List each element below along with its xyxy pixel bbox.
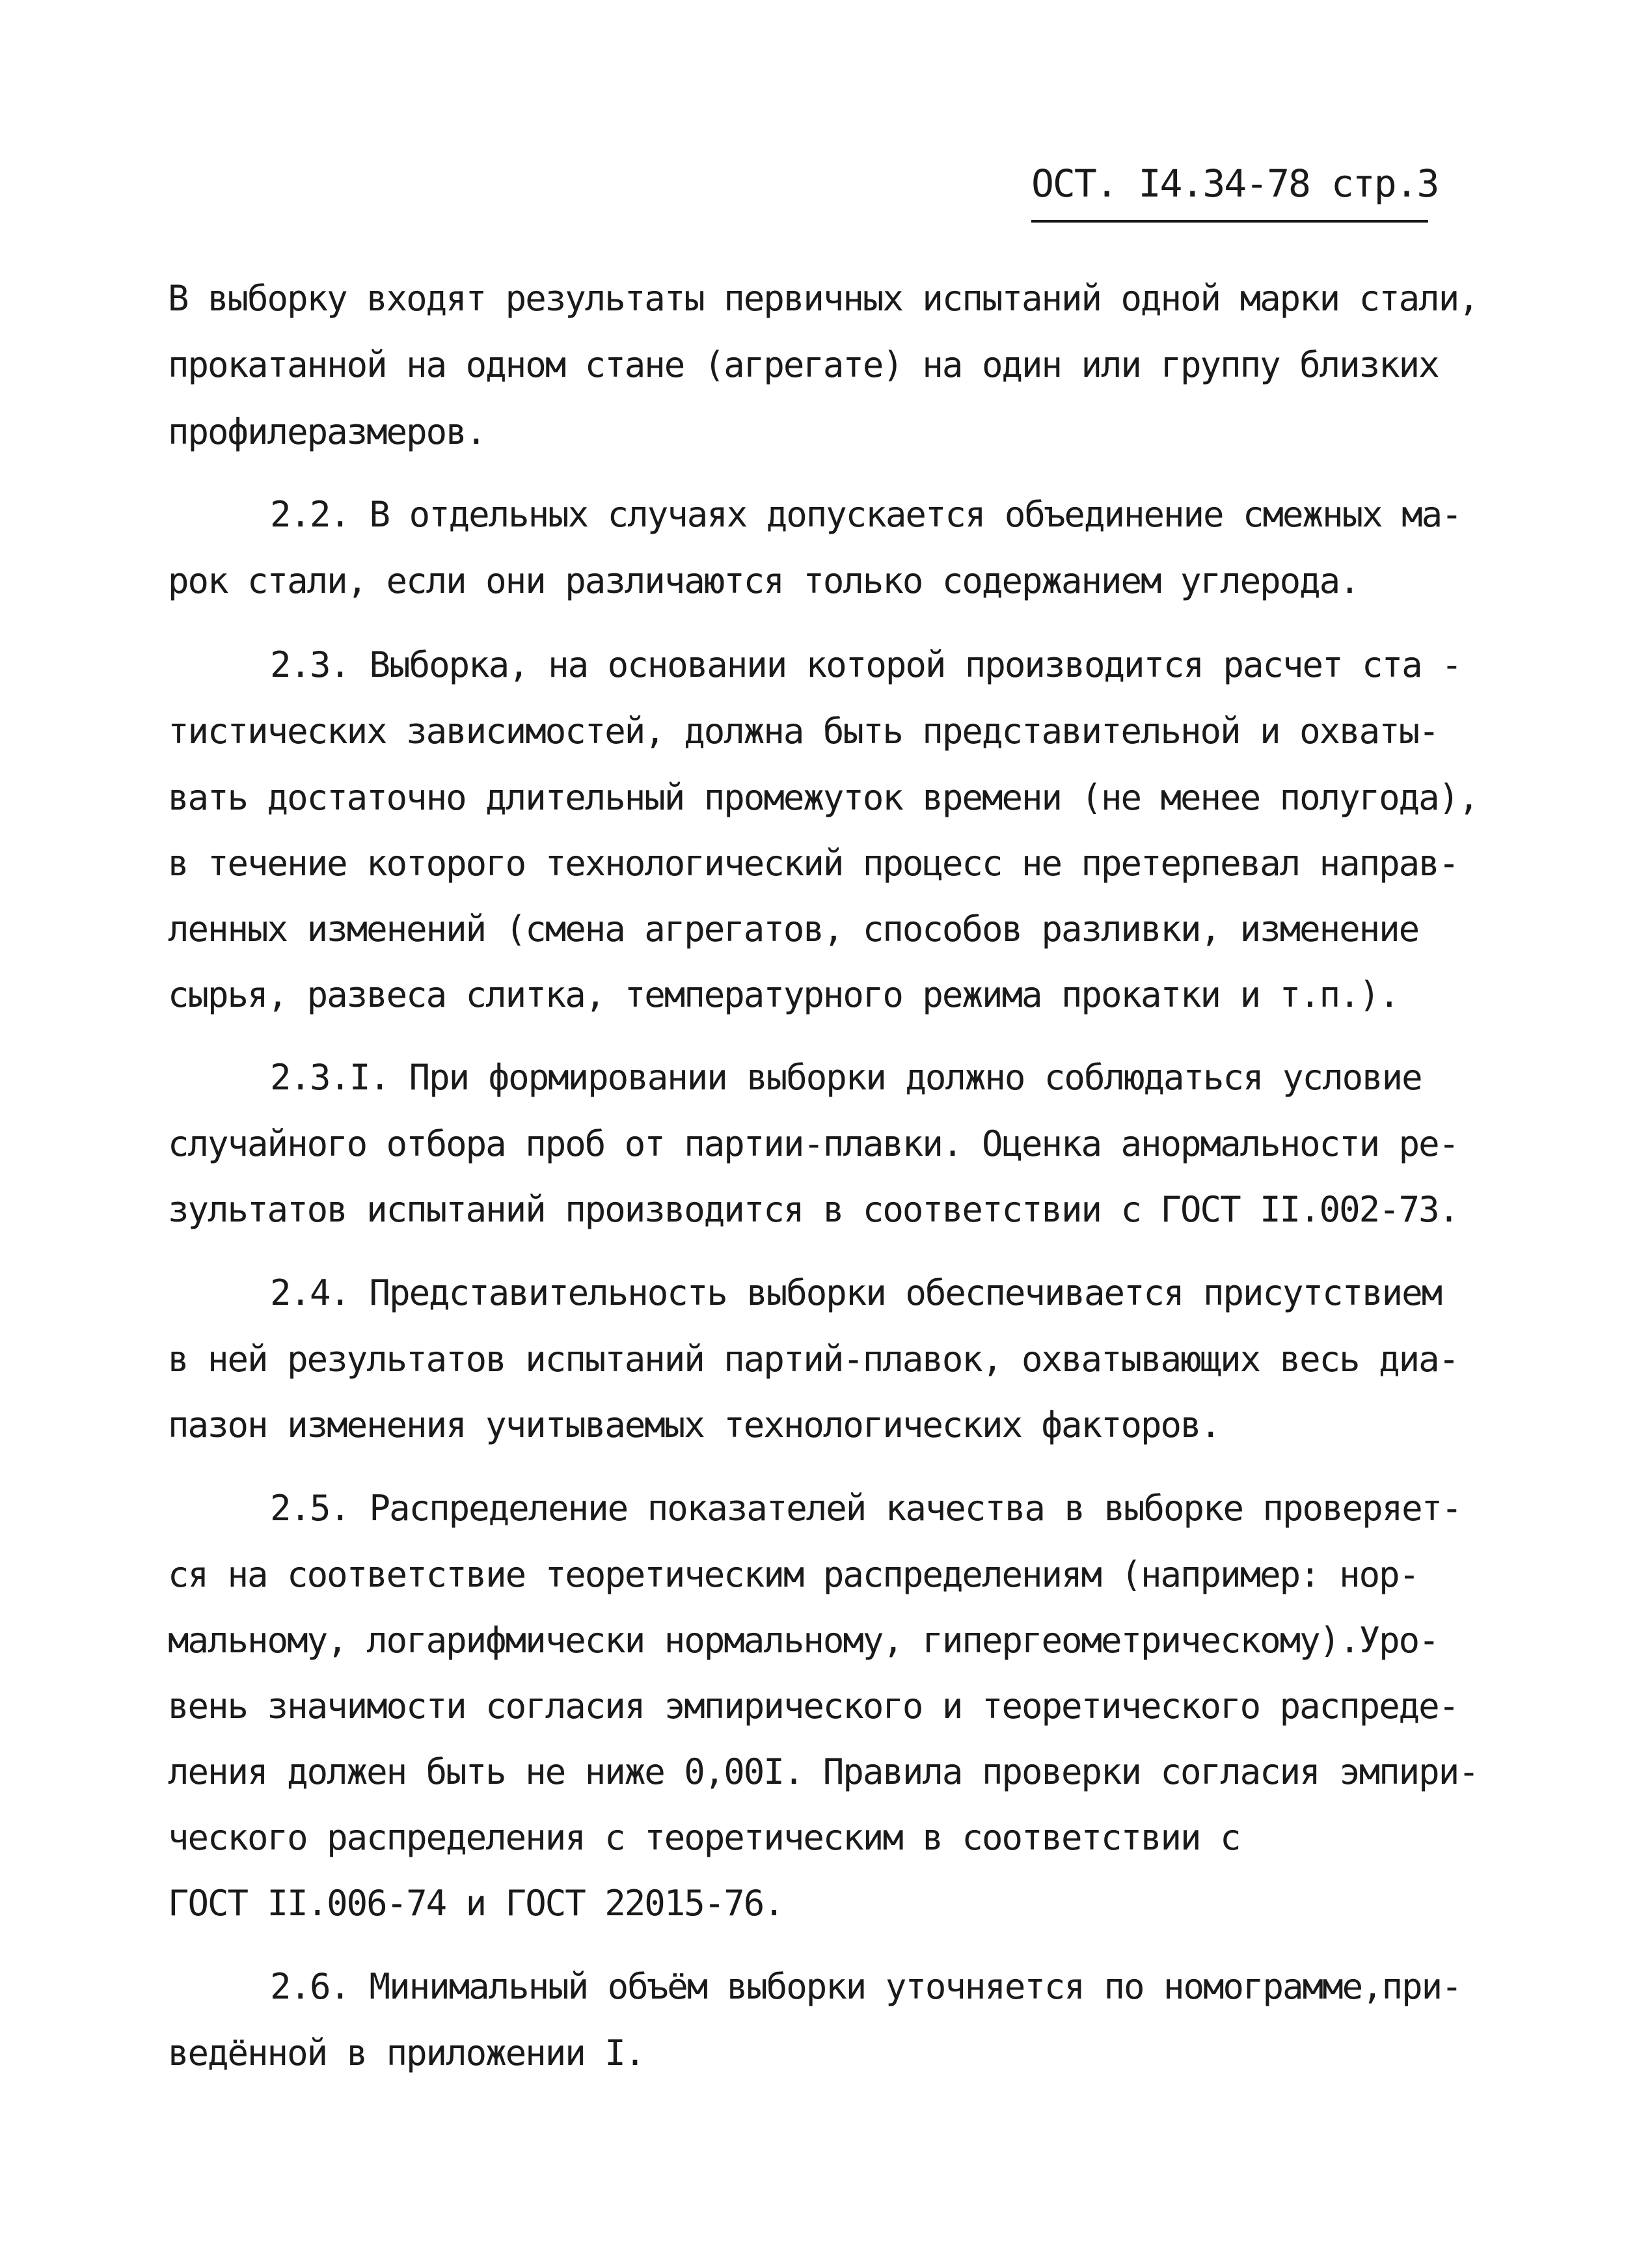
text-line: 2.3. Выборка, на основании которой производится расчет ста - — [270, 644, 1461, 685]
text-line: рок стали, если они различаются только содержанием углерода. — [168, 560, 1359, 601]
text-line: случайного отбора проб от партии-плавки. Оценка анормальности ре- — [168, 1123, 1459, 1164]
text-line: в течение которого технологический процесс не претерпевал направ- — [168, 843, 1459, 884]
text-line: вать достаточно длительный промежуток времени (не менее полугода), — [168, 777, 1478, 818]
text-line: ления должен быть не ниже 0,00I. Правила проверки согласия эмпири- — [168, 1751, 1478, 1792]
text-line: 2.3.I. При формировании выборки должно соблюдаться условие — [270, 1057, 1422, 1098]
page-header: ОСТ. I4.34-78 стр.3 — [1031, 161, 1439, 206]
text-line: В выборку входят результаты первичных испытаний одной марки стали, — [168, 278, 1478, 319]
text-line: мальному, логарифмически нормальному, гипергеометрическому).Уро- — [168, 1620, 1439, 1661]
text-line: тистических зависимостей, должна быть представительной и охваты- — [168, 711, 1439, 752]
text-line: 2.6. Минимальный объём выборки уточняется по номограмме,при- — [270, 1966, 1461, 2007]
text-line: пазон изменения учитываемых технологических факторов. — [168, 1404, 1221, 1445]
text-line: зультатов испытаний производится в соответствии с ГОСТ II.002-73. — [168, 1189, 1459, 1230]
text-line: ленных изменений (смена агрегатов, способов разливки, изменение — [168, 909, 1419, 950]
text-line: 2.2. В отдельных случаях допускается объединение смежных ма- — [270, 494, 1461, 535]
text-line: в ней результатов испытаний партий-плавок, охватывающих весь диа- — [168, 1339, 1459, 1380]
text-line: 2.4. Представительность выборки обеспечивается присутствием — [270, 1272, 1442, 1313]
header-underline — [1031, 220, 1428, 223]
text-line: ведённой в приложении I. — [168, 2032, 645, 2073]
text-line: ся на соответствие теоретическим распределениям (например: нор- — [168, 1554, 1419, 1595]
text-line: профилеразмеров. — [168, 411, 486, 452]
text-line: 2.5. Распределение показателей качества в выборке проверяет- — [270, 1488, 1461, 1529]
text-line: ГОСТ II.006-74 и ГОСТ 22015-76. — [168, 1883, 783, 1924]
text-line: вень значимости согласия эмпирического и теоретического распреде- — [168, 1686, 1459, 1727]
text-line: сырья, развеса слитка, температурного режима прокатки и т.п.). — [168, 974, 1399, 1015]
text-line: ческого распределения с теоретическим в соответствии с — [168, 1817, 1240, 1858]
text-line: прокатанной на одном стане (агрегате) на один или группу близких — [168, 344, 1439, 385]
